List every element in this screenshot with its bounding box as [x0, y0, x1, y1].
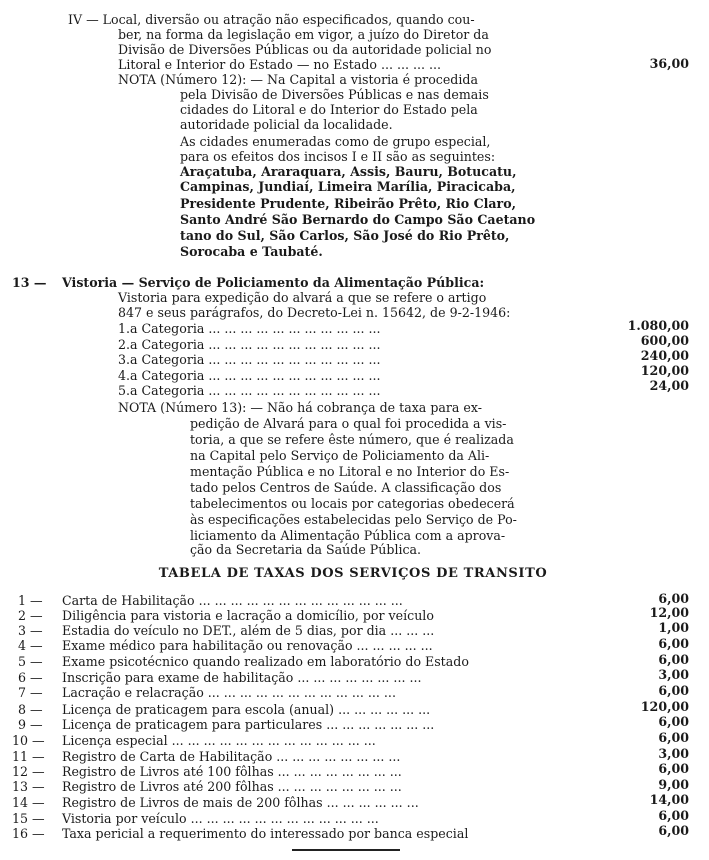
category-4-label: 4.a Categoria ... ... ... ... ... ... ... ... ... ... ... [118, 368, 381, 383]
row-12-text: Registro de Livros até 100 fôlhas ... ... ... ... ... ... ... ... [62, 764, 402, 779]
nota-12-line-11: tano do Sul, São Carlos, São José do Rio Prêto, [180, 228, 510, 243]
nota-12-line-9: Presidente Prudente, Ribeirão Prêto, Rio Claro, [180, 196, 516, 211]
nota-12-line-8: Campinas, Jundiaí, Limeira Marília, Piracicaba, [180, 179, 516, 194]
row-8-number: 8 — [18, 702, 43, 717]
category-5-amount: 24,00 [649, 378, 689, 393]
row-8-amount: 120,00 [640, 699, 689, 714]
row-5-text: Exame psicotécnico quando realizado em laboratório do Estado [62, 654, 469, 669]
row-12-amount: 6,00 [658, 761, 689, 776]
row-6-number: 6 — [18, 670, 43, 685]
nota-13-line-10: ção da Secretaria da Saúde Pública. [190, 542, 422, 557]
row-6-text: Inscrição para exame de habilitação ... ... ... ... ... ... ... ... [62, 670, 422, 685]
category-3-label: 3.a Categoria ... ... ... ... ... ... ... ... ... ... ... [118, 352, 381, 367]
item-iv-line-3: Divisão de Diversões Públicas ou da autoridade policial no [118, 42, 492, 57]
nota-12-line-5: As cidades enumeradas como de grupo especial, [180, 134, 491, 149]
row-8-text: Licença de praticagem para escola (anual) ... ... ... ... ... ... [62, 702, 431, 717]
nota-13-line-5: mentação Pública e no Litoral e no Interior do Es- [190, 464, 510, 479]
row-3-number: 3 — [18, 623, 43, 638]
row-15-text: Vistoria por veículo ... ... ... ... ... ... ... ... ... ... ... ... [62, 811, 379, 826]
row-4-amount: 6,00 [658, 636, 689, 651]
row-3-text: Estadia do veículo no DET., além de 5 dias, por dia ... ... ... [62, 623, 435, 638]
nota-12-line-2: pela Divisão de Diversões Públicas e nas demais [180, 87, 489, 102]
category-4-amount: 120,00 [640, 363, 689, 378]
category-2-label: 2.a Categoria ... ... ... ... ... ... ... ... ... ... ... [118, 337, 381, 352]
row-3-amount: 1,00 [658, 620, 689, 635]
nota-13-line-1: NOTA (Número 13): — Não há cobrança de taxa para ex- [118, 400, 483, 415]
item-13-number: 13 — [12, 275, 47, 290]
row-16-amount: 6,00 [658, 823, 689, 838]
row-14-amount: 14,00 [649, 792, 689, 807]
row-9-text: Licença de praticagem para particulares ... ... ... ... ... ... ... [62, 717, 435, 732]
row-1-text: Carta de Habilitação ... ... ... ... ... ... ... ... ... ... ... ... ... [62, 593, 403, 608]
row-1-number: 1 — [18, 593, 43, 608]
item-iv-line-2: ber, na forma da legislação em vigor, a juízo do Diretor da [118, 27, 489, 42]
nota-13-line-8: às especificações estabelecidas pelo Serviço de Po- [190, 512, 517, 527]
row-11-number: 11 — [12, 749, 45, 764]
row-5-number: 5 — [18, 654, 43, 669]
item-iv-amount: 36,00 [649, 56, 689, 71]
category-1-label: 1.a Categoria ... ... ... ... ... ... ... ... ... ... ... [118, 321, 381, 336]
row-1-amount: 6,00 [658, 591, 689, 606]
item-13-title: Vistoria — Serviço de Policiamento da Alimentação Pública: [62, 275, 485, 290]
row-10-text: Licença especial ... ... ... ... ... ... ... ... ... ... ... ... ... [62, 733, 376, 748]
row-2-amount: 12,00 [649, 605, 689, 620]
row-2-text: Diligência para vistoria e lacração a domicílio, por veículo [62, 608, 434, 623]
row-11-amount: 3,00 [658, 746, 689, 761]
row-15-amount: 6,00 [658, 808, 689, 823]
nota-12-line-6: para os efeitos dos incisos I e II são as seguintes: [180, 149, 496, 164]
row-13-amount: 9,00 [658, 777, 689, 792]
row-7-amount: 6,00 [658, 683, 689, 698]
item-13-line-2: 847 e seus parágrafos, do Decreto-Lei n. 15642, de 9-2-1946: [118, 305, 511, 320]
item-iv-line-4: Litoral e Interior do Estado — no Estado ... ... ... ... [118, 57, 442, 72]
category-2-amount: 600,00 [640, 333, 689, 348]
row-9-number: 9 — [18, 717, 43, 732]
row-4-number: 4 — [18, 638, 43, 653]
row-4-text: Exame médico para habilitação ou renovação ... ... ... ... ... [62, 638, 433, 653]
nota-12-line-3: cidades do Litoral e do Interior do Estado pela [180, 102, 478, 117]
table-2-title: TABELA DE TAXAS DOS SERVIÇOS DE TRANSITO [158, 566, 548, 581]
nota-13-line-6: tado pelos Centros de Saúde. A classificação dos [190, 480, 502, 495]
row-11-text: Registro de Carta de Habilitação ... ... ... ... ... ... ... ... [62, 749, 401, 764]
row-16-number: 16 — [12, 826, 45, 841]
category-5-label: 5.a Categoria ... ... ... ... ... ... ... ... ... ... ... [118, 383, 381, 398]
row-10-number: 10 — [12, 733, 45, 748]
nota-12-line-4: autoridade policial da localidade. [180, 117, 393, 132]
row-13-number: 13 — [12, 779, 45, 794]
row-12-number: 12 — [12, 764, 45, 779]
row-16-text: Taxa pericial a requerimento do interessado por banca especial [62, 826, 469, 841]
item-iv-line-1: IV — Local, diversão ou atração não especificados, quando cou- [68, 12, 475, 27]
row-7-number: 7 — [18, 685, 43, 700]
nota-13-line-2: pedição de Alvará para o qual foi procedida a vis- [190, 416, 507, 431]
row-7-text: Lacração e relacração ... ... ... ... ... ... ... ... ... ... ... ... [62, 685, 396, 700]
row-6-amount: 3,00 [658, 667, 689, 682]
closing-rule [292, 849, 400, 851]
row-14-number: 14 — [12, 795, 45, 810]
nota-12-line-10: Santo André São Bernardo do Campo São Caetano [180, 212, 536, 227]
nota-12-line-1: NOTA (Número 12): — Na Capital a vistoria é procedida [118, 72, 478, 87]
nota-13-line-9: liciamento da Alimentação Pública com a aprova- [190, 528, 506, 543]
nota-13-line-7: tabelecimentos ou locais por categorias obedecerá [190, 496, 515, 511]
category-3-amount: 240,00 [640, 348, 689, 363]
row-13-text: Registro de Livros até 200 fôlhas ... ... ... ... ... ... ... ... [62, 779, 402, 794]
row-15-number: 15 — [12, 811, 45, 826]
row-14-text: Registro de Livros de mais de 200 fôlhas ... ... ... ... ... ... [62, 795, 419, 810]
item-13-line-1: Vistoria para expedição do alvará a que se refere o artigo [118, 290, 487, 305]
nota-12-line-7: Araçatuba, Araraquara, Assis, Bauru, Botucatu, [180, 164, 517, 179]
nota-12-line-12: Sorocaba e Taubaté. [180, 244, 323, 259]
category-1-amount: 1.080,00 [627, 318, 689, 333]
nota-13-line-3: toria, a que se refere êste número, que é realizada [190, 432, 514, 447]
row-10-amount: 6,00 [658, 730, 689, 745]
row-5-amount: 6,00 [658, 652, 689, 667]
nota-13-line-4: na Capital pelo Serviço de Policiamento da Ali- [190, 448, 490, 463]
row-9-amount: 6,00 [658, 714, 689, 729]
row-2-number: 2 — [18, 608, 43, 623]
